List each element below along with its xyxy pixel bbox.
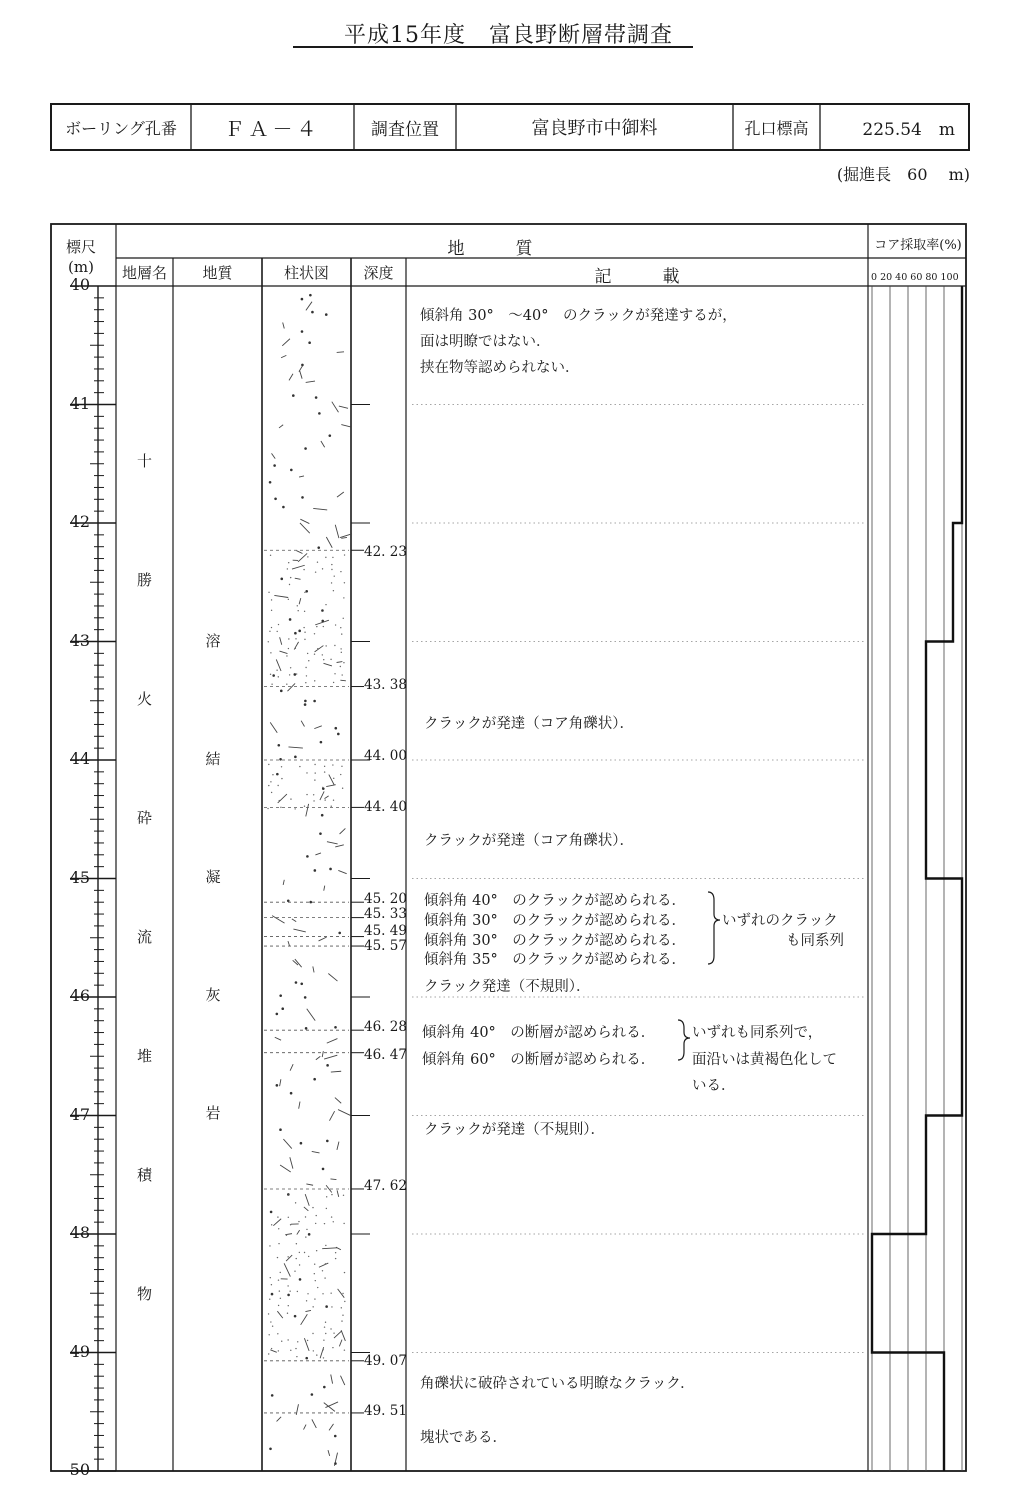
drilled-length: (掘進長 60 m) <box>836 165 970 184</box>
desc-line: 面は明瞭ではない． <box>420 334 551 350</box>
depth-label: 49. 07 <box>364 1353 407 1369</box>
formation-char: 流 <box>136 928 152 946</box>
depth-label: 45. 57 <box>364 938 407 954</box>
rock-char: 岩 <box>205 1104 221 1122</box>
scale-unit: (m) <box>68 258 94 276</box>
formation-char: 十 <box>136 452 152 470</box>
depth-label: 43. 38 <box>364 677 407 693</box>
scale-label-48: 48 <box>69 1223 90 1242</box>
formation-char: 砕 <box>136 809 152 827</box>
scale-label-49: 49 <box>69 1341 90 1361</box>
depth-label: 44. 40 <box>364 799 407 815</box>
desc-line: 傾斜角 30° のクラックが認められる． <box>424 933 687 949</box>
scale-label-42: 42 <box>69 512 90 531</box>
page-title: 平成15年度 富良野断層帯調査 <box>344 23 673 48</box>
geology-header: 地 質 <box>447 239 533 259</box>
description-header: 記 載 <box>594 267 680 287</box>
formation-header: 地層名 <box>121 264 167 282</box>
desc-line: 傾斜角 30° ～40° のクラックが発達するが， <box>420 308 737 324</box>
column-header: 柱状図 <box>283 264 329 282</box>
scale-label-44: 44 <box>69 749 90 768</box>
scale-label-43: 43 <box>69 630 90 650</box>
scale-label-50: 50 <box>69 1460 90 1479</box>
rock-char: 結 <box>205 750 221 768</box>
desc-line: 塊状である． <box>420 1430 507 1446</box>
location-value: 富良野市中御料 <box>531 118 658 139</box>
scale-label-46: 46 <box>69 986 90 1005</box>
rock-char: 凝 <box>205 868 221 886</box>
desc-line: クラック発達（不規則）． <box>424 979 591 995</box>
scale-label-45: 45 <box>69 867 90 887</box>
depth-label: 47. 62 <box>364 1178 407 1194</box>
desc-note: いずれのクラック <box>722 913 838 929</box>
desc-line: 傾斜角 35° のクラックが認められる． <box>424 952 687 968</box>
scale-label-41: 41 <box>69 393 90 413</box>
desc-line: 傾斜角 60° の断層が認められる． <box>422 1052 656 1068</box>
depth-label: 46. 47 <box>364 1047 407 1063</box>
rock-char: 灰 <box>205 986 221 1004</box>
depth-label: 45. 49 <box>364 923 407 939</box>
rock-char: 溶 <box>205 632 221 650</box>
desc-note: 面沿いは黄褐色化して <box>692 1052 837 1068</box>
scale-label-40: 40 <box>69 275 90 294</box>
scale-label: 標尺 <box>65 238 96 256</box>
boring-number-label: ボーリング孔番 <box>65 118 177 138</box>
desc-line: クラックが発達（コア角礫状）． <box>424 716 634 732</box>
core-recovery-header: コア採取率(%) <box>874 238 962 253</box>
desc-line: 傾斜角 40° の断層が認められる． <box>422 1025 656 1041</box>
formation-char: 積 <box>136 1166 152 1184</box>
elevation-value: 225.54 m <box>862 119 955 140</box>
location-label: 調査位置 <box>371 119 439 140</box>
formation-char: 物 <box>136 1285 152 1303</box>
core-recovery-line <box>872 286 962 1471</box>
rock-header: 地質 <box>202 264 233 282</box>
formation-char: 勝 <box>136 571 152 589</box>
desc-note: いずれも同系列で， <box>692 1025 823 1041</box>
depth-label: 45. 20 <box>364 891 407 907</box>
desc-line: 傾斜角 40° のクラックが認められる． <box>424 893 687 909</box>
desc-line: 角礫状に破砕されている明瞭なクラック． <box>420 1376 695 1392</box>
depth-label: 42. 23 <box>364 544 407 560</box>
scale-label-47: 47 <box>69 1104 90 1124</box>
desc-line: 挟在物等認められない． <box>420 360 580 376</box>
depth-label: 44. 00 <box>364 748 407 764</box>
depth-label: 49. 51 <box>364 1403 407 1419</box>
depth-label: 46. 28 <box>364 1019 407 1035</box>
desc-line: クラックが発達（コア角礫状）． <box>424 833 634 849</box>
desc-note: も同系列 <box>786 933 844 949</box>
formation-char: 堆 <box>136 1047 152 1065</box>
desc-line: クラックが発達（不規則）． <box>424 1122 605 1138</box>
desc-line: 傾斜角 30° のクラックが認められる． <box>424 913 687 929</box>
depth-label: 45. 33 <box>364 906 407 922</box>
desc-note: いる． <box>692 1078 736 1094</box>
formation-char: 火 <box>136 690 152 708</box>
core-scale-ticks: 0 20 40 60 80 100 <box>871 272 959 283</box>
elevation-label: 孔口標高 <box>744 118 809 138</box>
depth-header: 深度 <box>363 264 394 282</box>
boring-number-value: ＦＡ－４ <box>224 116 321 141</box>
